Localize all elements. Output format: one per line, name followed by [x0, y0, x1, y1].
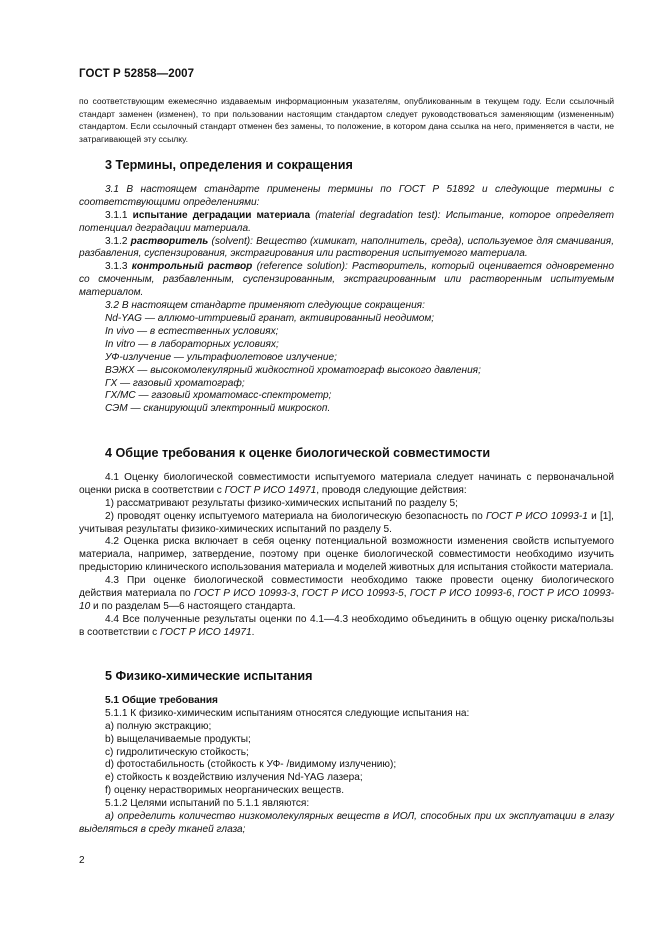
- clause-4-1: 4.1 Оценку биологической совместимости испытуемого материала следует начинать с первоначальной оценки риска в соответствии с ГОСТ Р ИСО 14971, проводя следующие действия:: [79, 471, 614, 496]
- list-item: d) фотостабильность (стойкость к УФ- /видимому излучению);: [105, 759, 397, 771]
- clause-4-1-item-1: 1) рассматривают результаты физико-химических испытаний по разделу 5;: [105, 497, 458, 509]
- list-item: c) гидролитическую стойкость;: [105, 746, 249, 758]
- clause-5-1-1: 5.1.1 К физико-химическим испытаниям относятся следующие испытания на:: [105, 707, 470, 719]
- abbr-item: ГХ — газовый хроматограф;: [105, 377, 245, 389]
- list-item: b) выщелачиваемые продукты;: [105, 733, 251, 745]
- clause-4-3: 4.3 При оценке биологической совместимости необходимо также провести оценку биологического действия материала по ГОСТ Р ИСО 10993-3, ГОСТ Р ИСО 10993-5, ГОСТ Р ИСО 10993-6, ГОСТ Р ИСО 10993-10 и по разделам 5—6 настоящего стандарта.: [79, 575, 615, 612]
- clause-4-4: 4.4 Все полученные результаты оценки по 4.1—4.3 необходимо объединить в общую оценку риска/пользы в соответствии с ГОСТ Р ИСО 14971.: [79, 613, 614, 638]
- section-5: [79, 670, 614, 837]
- intro-paragraph: по соответствующим ежемесячно издаваемым информационным указателям, опубликованным в текущем году. Если ссылочный стандарт заменен (изменен), то при пользовании настоящим стандартом следует руководствоваться заменяющим (измененным) стандартом. Если ссылочный стандарт отменен без замены, то положение, в котором дана ссылка на него, применяется в части, не затрагивающей эту ссылку.: [79, 96, 614, 144]
- clause-4-2: 4.2 Оценка риска включает в себя оценку потенциальной возможности изменения свойств испытуемого материала, например, затвердение, поэтому при оценке биологической совместимости необходимо изучить предысторию клинического использования материала и моделей животных для испытания стойкости материала.: [79, 536, 614, 574]
- abbr-item: In vitro — в лабораторных условиях;: [105, 338, 279, 350]
- list-item: f) оценку нерастворимых неорганических веществ.: [105, 785, 345, 797]
- abbr-item: In vivo — в естественных условиях;: [105, 325, 279, 337]
- subsection-5-1-title: 5.1 Общие требования: [105, 694, 218, 706]
- section-5-title: 5 Физико-химические испытания: [105, 669, 313, 683]
- abbr-item: УФ-излучение — ультрафиолетовое излучение;: [105, 351, 337, 363]
- list-item: a) полную экстракцию;: [105, 720, 212, 732]
- term-3-1-3: 3.1.3 контрольный раствор (reference solution): Растворитель, который оценивается одновременно со смоченным, разбавленным, суспензированным, экстрагированным или растворенным испытуемым материалом.: [79, 261, 614, 299]
- term-3-1-2: 3.1.2 растворитель (solvent): Вещество (химикат, наполнитель, среда), используемое для смачивания, разбавления, суспензирования, экстрагирования или растворения испытуемого материала.: [79, 235, 614, 260]
- term-3-1-1: 3.1.1 испытание деградации материала (material degradation test): Испытание, которое определяет потенциал деградации материала.: [79, 209, 614, 234]
- abbr-item: СЭМ — сканирующий электронный микроскоп.: [105, 403, 331, 415]
- section-3-title: 3 Термины, определения и сокращения: [105, 158, 353, 172]
- list-item: e) стойкость к воздействию излучения Nd-YAG лазера;: [105, 772, 363, 784]
- section-3: [79, 159, 614, 416]
- section-4: [79, 447, 614, 640]
- clause-5-1-2: 5.1.2 Целями испытаний по 5.1.1 являются:: [105, 798, 310, 810]
- clause-4-1-item-2: 2) проводят оценку испытуемого материала на биологическую безопасность по ГОСТ Р ИСО 10993-1 и [1], учитывая результаты физико-химических испытаний по разделу 5.: [79, 510, 614, 535]
- page-number: 2: [79, 855, 85, 866]
- clause-5-1-2-item-a: а) определить количество низкомолекулярных веществ в ИОЛ, способных при их эксплуатации в глазу выделяться в среду тканей глаза;: [79, 811, 614, 835]
- clause-3-2: 3.2 В настоящем стандарте применяют следующие сокращения:: [105, 300, 425, 312]
- document-header: ГОСТ Р 52858—2007: [79, 68, 195, 80]
- section-4-title: 4 Общие требования к оценке биологической совместимости: [105, 446, 491, 460]
- clause-3-1: 3.1 В настоящем стандарте применены термины по ГОСТ Р 51892 и следующие термины с соответствующими определениями:: [79, 183, 614, 208]
- abbr-item: ВЭЖХ — высокомолекулярный жидкостной хроматограф высокого давления;: [105, 364, 481, 376]
- abbr-item: Nd-YAG — аллюмо-иттриевый гранат, активированный неодимом;: [105, 312, 435, 324]
- abbr-item: ГХ/МС — газовый хроматомасс-спектрометр;: [105, 390, 332, 402]
